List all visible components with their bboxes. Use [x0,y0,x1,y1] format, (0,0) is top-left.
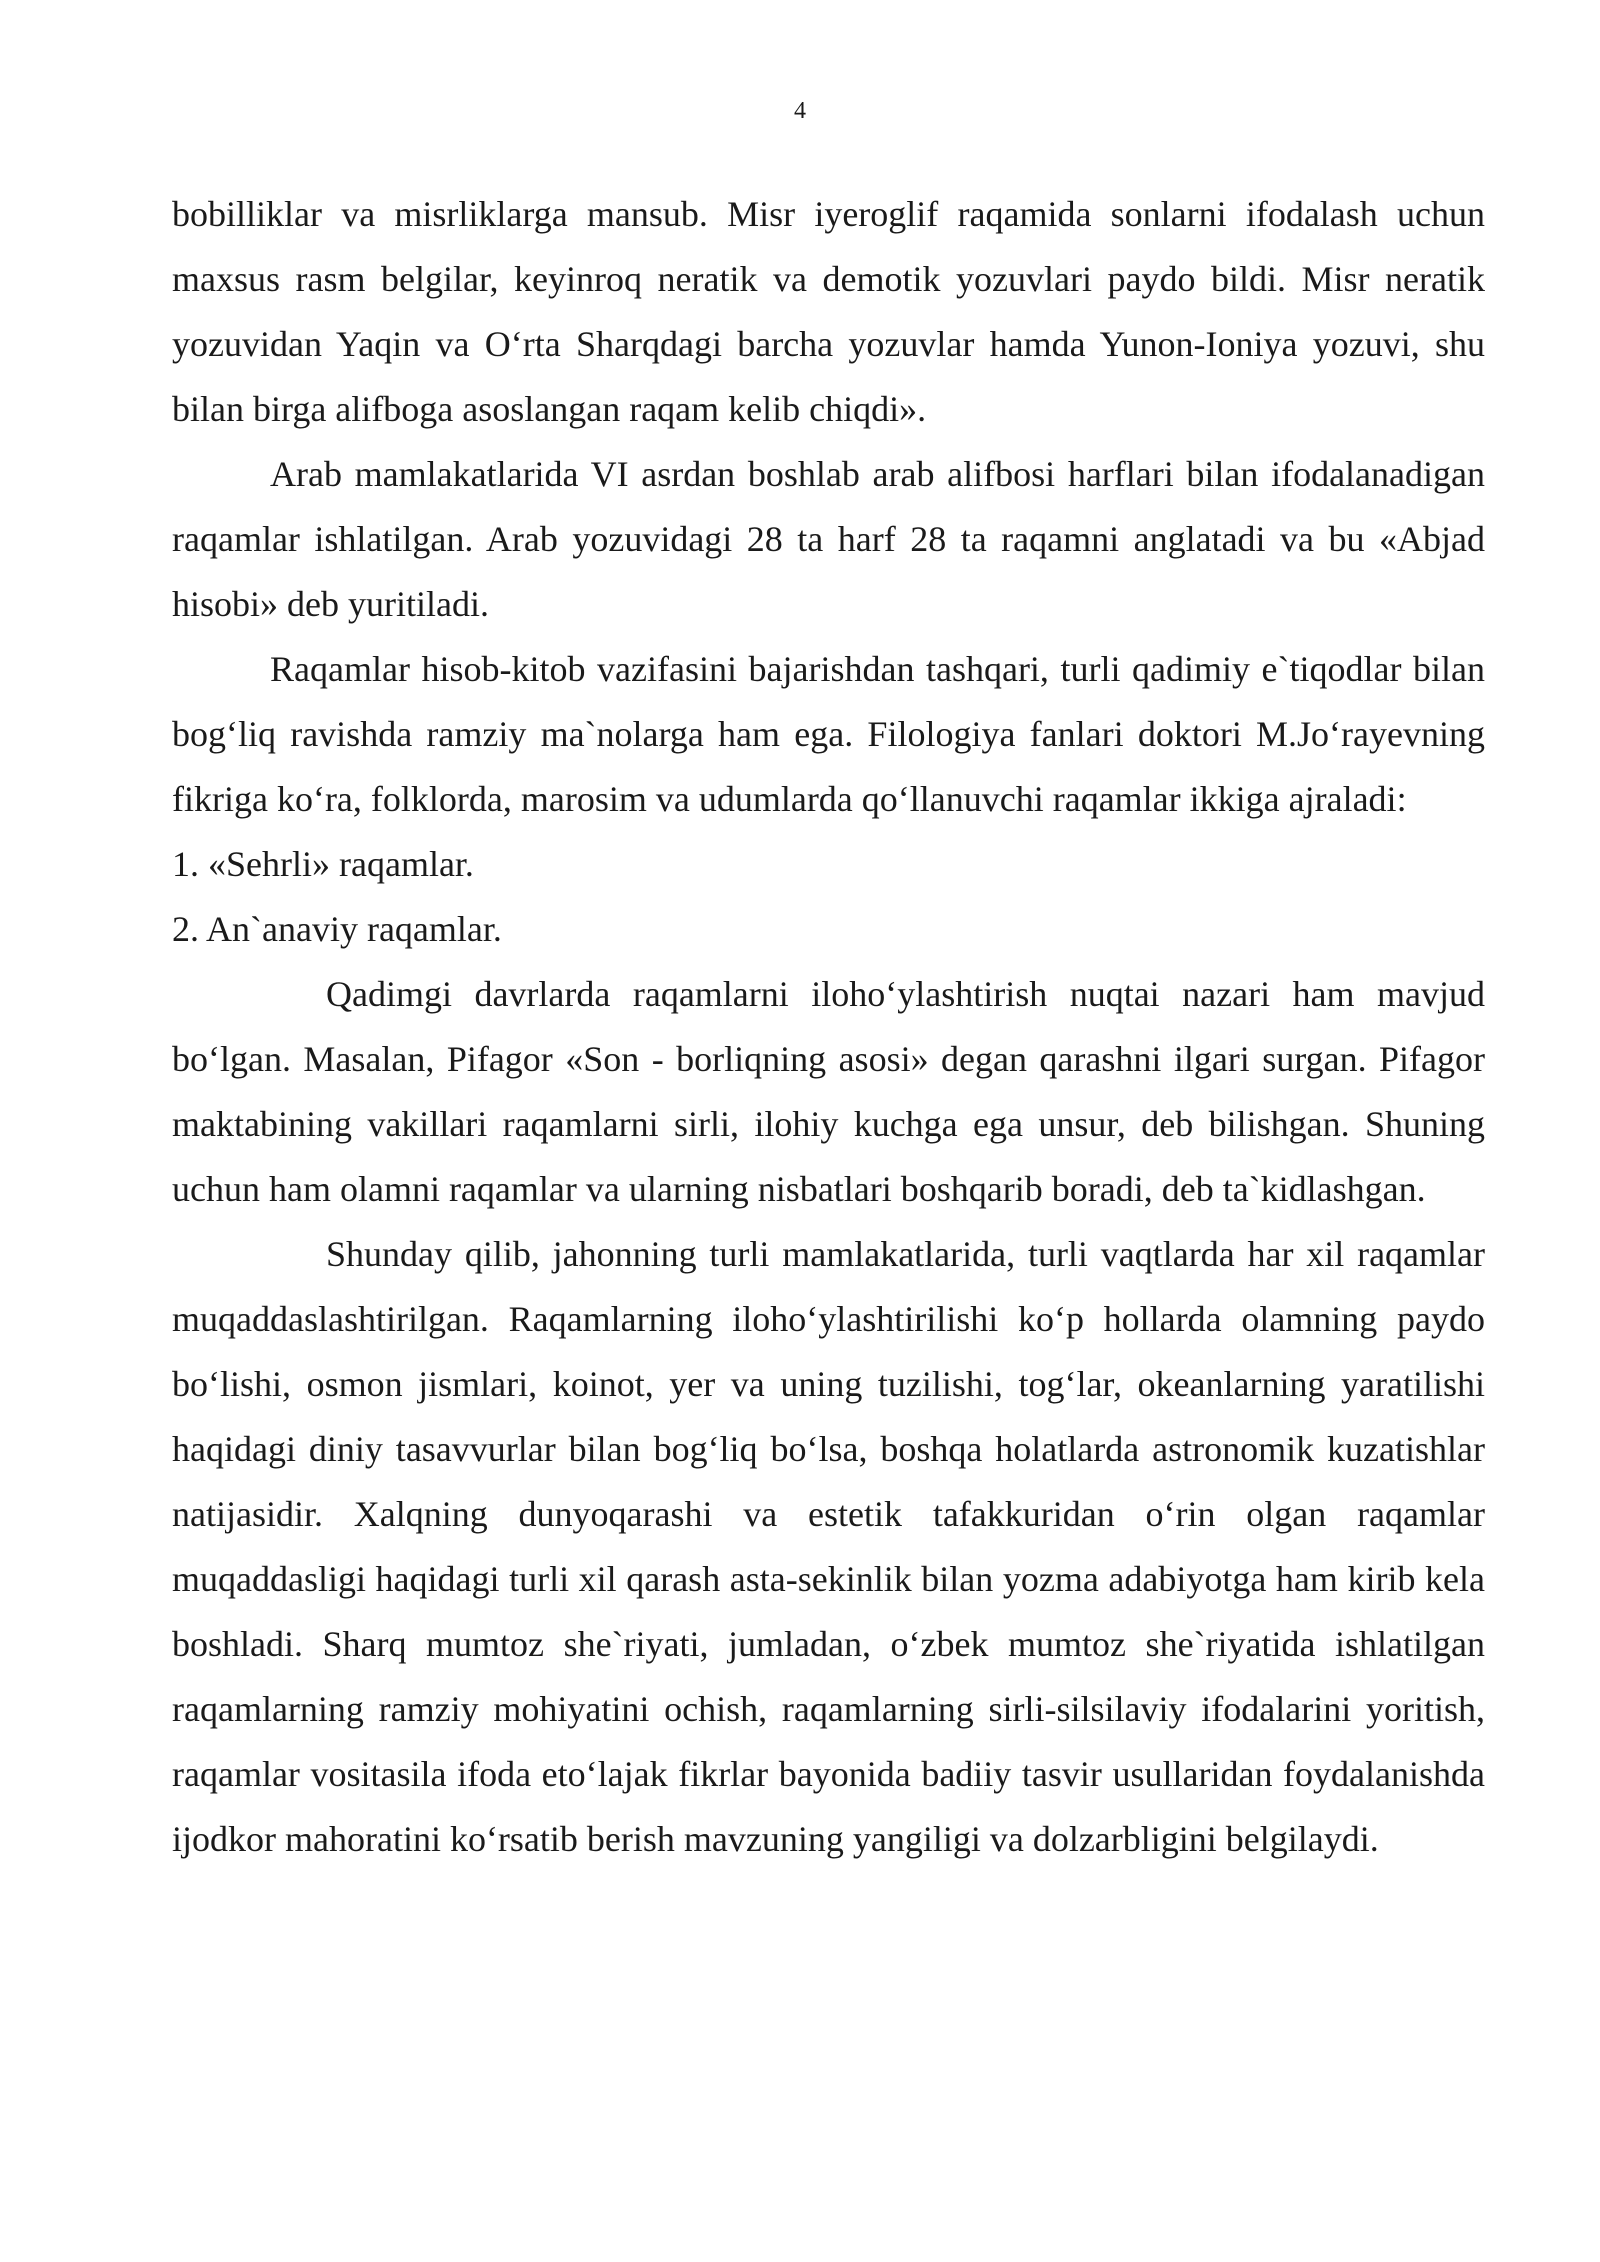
list-item-traditional-numbers: 2. An`anaviy raqamlar. [172,909,502,949]
paragraph-pythagoras: Qadimgi davrlarda raqamlarni iloho‘ylashtirish nuqtai nazari ham mavjud bo‘lgan. Masalan, Pifagor «Son - borliqning asosi» degan qarashni ilgari surgan. Pifagor maktabining vakillari raqamlarni sirli, ilohiy kuchga ega unsur, deb bilishgan. Shuning uchun ham olamni raqamlar va ularning nisbatlari boshqarib boradi, deb ta`kidlashgan. [172,974,1485,1209]
page-number: 4 [794,98,806,124]
list-item-magic-numbers: 1. «Sehrli» raqamlar. [172,844,474,884]
paragraph-continuation: bobilliklar va misrliklarga mansub. Misr iyeroglif raqamida sonlarni ifodalash uchun maxsus rasm belgilar, keyinroq neratik va demotik yozuvlari paydo bildi. Misr neratik yozuvidan Yaqin va O‘rta Sharqdagi barcha yozuvlar hamda Yunon-Ioniya yozuvi, shu bilan birga alifboga asoslangan raqam kelib chiqdi». [172,194,1485,429]
document-body [172,182,1485,1872]
paragraph-arab-countries: Arab mamlakatlarida VI asrdan boshlab arab alifbosi harflari bilan ifodalanadigan raqamlar ishlatilgan. Arab yozuvidagi 28 ta harf 28 ta raqamni anglatadi va bu «Abjad hisobi» deb yuritiladi. [172,454,1485,624]
paragraph-conclusion: Shunday qilib, jahonning turli mamlakatlarida, turli vaqtlarda har xil raqamlar muqaddaslashtirilgan. Raqamlarning iloho‘ylashtirilishi ko‘p hollarda olamning paydo bo‘lishi, osmon jismlari, koinot, yer va uning tuzilishi, tog‘lar, okeanlarning yaratilishi haqidagi diniy tasavvurlar bilan bog‘liq bo‘lsa, boshqa holatlarda astronomik kuzatishlar natijasidir. Xalqning dunyoqarashi va estetik tafakkuridan o‘rin olgan raqamlar muqaddasligi haqidagi turli xil qarash asta-sekinlik bilan yozma adabiyotga ham kirib kela boshladi. Sharq mumtoz she`riyati, jumladan, o‘zbek mumtoz she`riyatida ishlatilgan raqamlarning ramziy mohiyatini ochish, raqamlarning sirli-silsilaviy ifodalarini yoritish, raqamlar vositasila ifoda eto‘lajak fikrlar bayonida badiiy tasvir usullaridan foydalanishda ijodkor mahoratini ko‘rsatib berish mavzuning yangiligi va dolzarbligini belgilaydi. [172,1234,1485,1859]
paragraph-numbers-symbolism: Raqamlar hisob-kitob vazifasini bajarishdan tashqari, turli qadimiy e`tiqodlar bilan bog‘liq ravishda ramziy ma`nolarga ham ega. Filologiya fanlari doktori M.Jo‘rayevning fikriga ko‘ra, folklorda, marosim va udumlarda qo‘llanuvchi raqamlar ikkiga ajraladi: [172,649,1485,819]
